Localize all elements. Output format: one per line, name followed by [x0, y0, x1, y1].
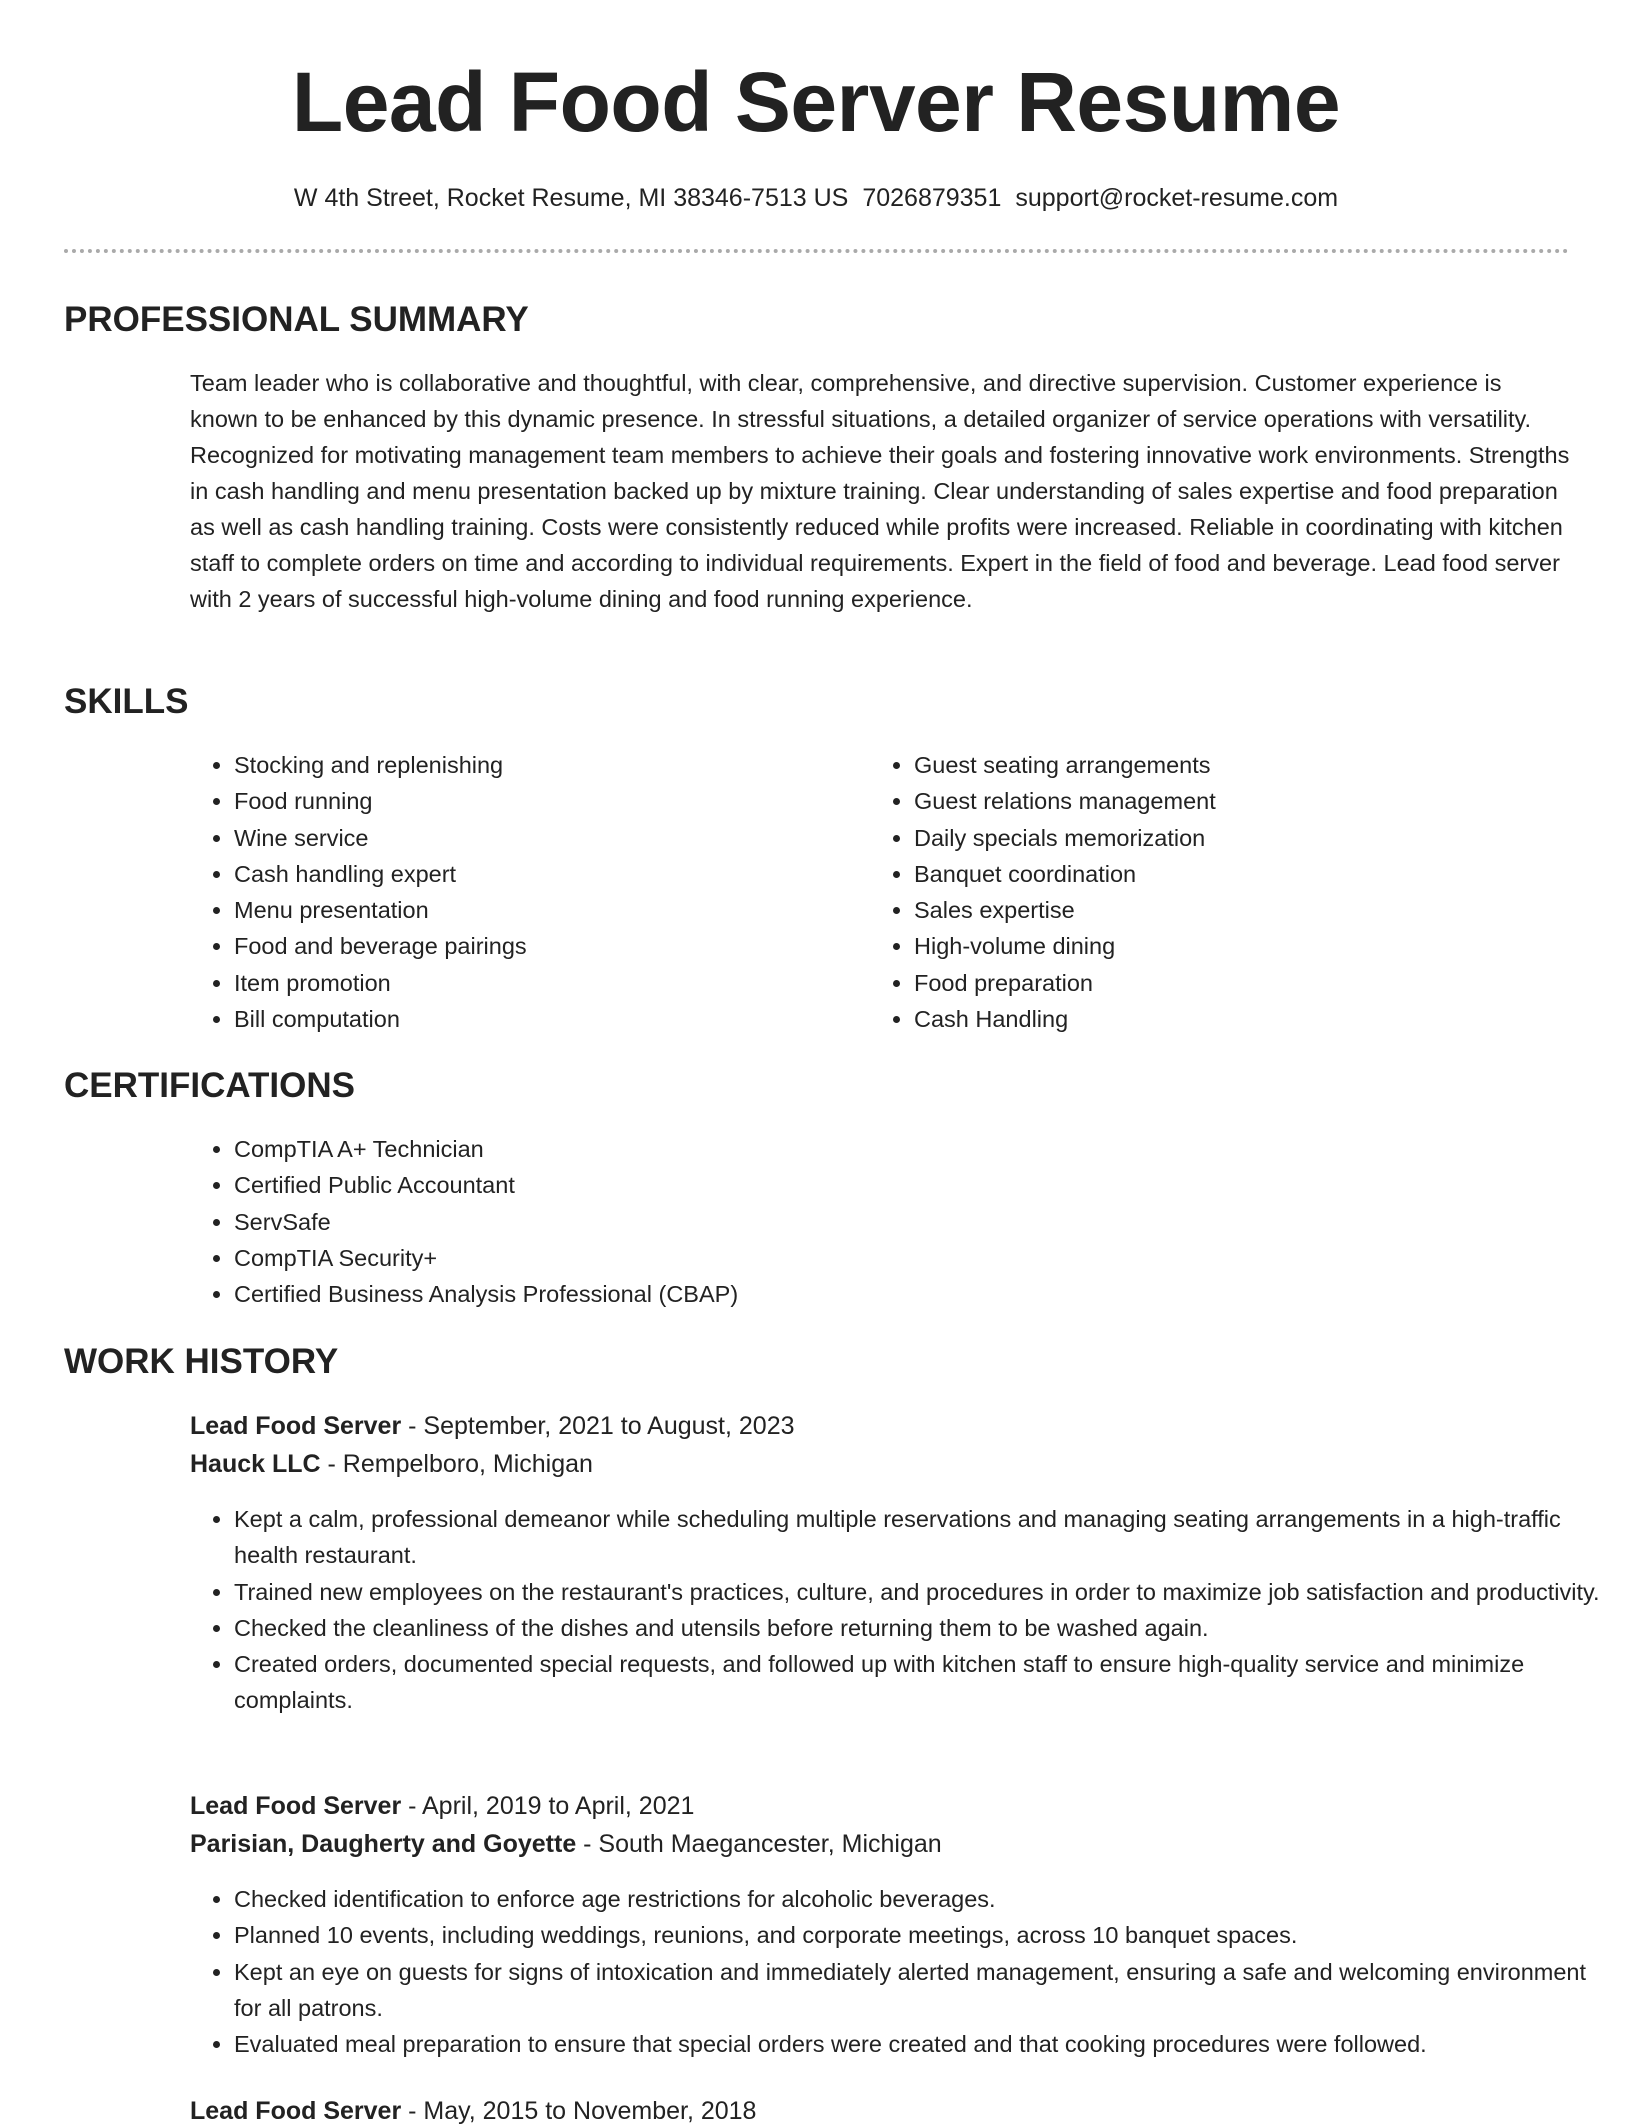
list-item: • Item promotion: [234, 965, 854, 1001]
job-1-role: Lead Food Server: [190, 1412, 402, 1440]
list-item: • Certified Business Analysis Professional (CBAP): [234, 1276, 1534, 1312]
list-item: • Planned 10 events, including weddings, reunions, and corporate meetings, across 10 banquet spaces.: [234, 1917, 1614, 1953]
list-item: • Cash Handling: [914, 1001, 1534, 1037]
list-item: • Sales expertise: [914, 892, 1534, 928]
header-divider: [64, 249, 1569, 253]
list-item: • Checked the cleanliness of the dishes and utensils before returning them to be washed again.: [234, 1610, 1614, 1646]
list-item: • Menu presentation: [234, 892, 854, 928]
job-3-role: Lead Food Server: [190, 2097, 402, 2125]
list-item: • Food preparation: [914, 965, 1534, 1001]
list-item: • Trained new employees on the restaurant's practices, culture, and procedures in order to maximize job satisfaction and productivity.: [234, 1574, 1614, 1610]
summary-text: Team leader who is collaborative and thoughtful, with clear, comprehensive, and directive supervision. Customer experience is known to be enhanced by this dynamic presence. In stressful situations, a detailed organizer of service operations with versatility. Recognized for motivating management team members to achieve their goals and fostering innovative work environments. Strengths in cash handling and menu presentation backed up by mixture training. Clear understanding of sales expertise and food preparation as well as cash handling training. Costs were consistently reduced while profits were increased. Reliable in coordinating with kitchen staff to complete orders on time and according to individual requirements. Expert in the field of food and beverage. Lead food server with 2 years of successful high-volume dining and food running experience.: [190, 370, 1570, 612]
resume-title: Lead Food Server Resume: [291, 55, 1341, 149]
list-item: • Food running: [234, 783, 854, 819]
job-3-dates: - May, 2015 to November, 2018: [401, 2097, 757, 2125]
job-2-dates: - April, 2019 to April, 2021: [401, 1792, 695, 1820]
job-1-dates: - September, 2021 to August, 2023: [401, 1412, 795, 1440]
list-item: • Evaluated meal preparation to ensure that special orders were created and that cooking procedures were followed.: [234, 2026, 1614, 2062]
contact-line: [0, 182, 1632, 214]
job-1-bullets: [190, 1501, 1614, 1719]
list-item: • CompTIA Security+: [234, 1240, 1534, 1276]
job-1-company-line: [190, 1447, 593, 1481]
list-item: • High-volume dining: [914, 928, 1534, 964]
list-item: • Kept an eye on guests for signs of intoxication and immediately alerted management, ensuring a safe and welcoming environment for all patrons.: [234, 1954, 1614, 2027]
list-item: • Guest seating arrangements: [914, 747, 1534, 783]
job-2-title-line: [190, 1789, 694, 1823]
list-item: • Bill computation: [234, 1001, 854, 1037]
contact-address: W 4th Street, Rocket Resume, MI 38346-7513 US: [293, 184, 849, 212]
list-item: • Kept a calm, professional demeanor while scheduling multiple reservations and managing seating arrangements in a high-traffic health restaurant.: [234, 1501, 1614, 1574]
skills-list-left: [190, 747, 854, 1037]
summary-heading: PROFESSIONAL SUMMARY: [64, 300, 529, 339]
job-3-title-line: [190, 2094, 756, 2128]
list-item: • Created orders, documented special requests, and followed up with kitchen staff to ensure high-quality service and minimize complaints.: [234, 1646, 1614, 1719]
list-item: • Stocking and replenishing: [234, 747, 854, 783]
job-2-role: Lead Food Server: [190, 1792, 402, 1820]
job-2-company-line: [190, 1827, 942, 1861]
job-1-company: Hauck LLC: [190, 1450, 321, 1478]
list-item: • Daily specials memorization: [914, 820, 1534, 856]
list-item: • ServSafe: [234, 1204, 1534, 1240]
list-item: • CompTIA A+ Technician: [234, 1131, 1534, 1167]
job-1-location: - Rempelboro, Michigan: [320, 1450, 593, 1478]
job-2-location: - South Maegancester, Michigan: [576, 1830, 942, 1858]
job-2-company: Parisian, Daugherty and Goyette: [190, 1830, 577, 1858]
certifications-list: [190, 1131, 1534, 1312]
list-item: • Cash handling expert: [234, 856, 854, 892]
list-item: • Banquet coordination: [914, 856, 1534, 892]
list-item: • Wine service: [234, 820, 854, 856]
certifications-heading: CERTIFICATIONS: [64, 1066, 356, 1105]
contact-email[interactable]: support@rocket-resume.com: [1015, 184, 1339, 212]
skills-list-right: [870, 747, 1534, 1037]
list-item: • Food and beverage pairings: [234, 928, 854, 964]
job-1-title-line: [190, 1409, 795, 1443]
list-item: • Guest relations management: [914, 783, 1534, 819]
list-item: • Checked identification to enforce age restrictions for alcoholic beverages.: [234, 1881, 1614, 1917]
job-2-bullets: [190, 1881, 1614, 2062]
list-item: • Certified Public Accountant: [234, 1167, 1534, 1203]
work-history-heading: WORK HISTORY: [64, 1342, 339, 1381]
skills-heading: SKILLS: [64, 682, 189, 721]
contact-phone: 7026879351: [862, 184, 1002, 212]
